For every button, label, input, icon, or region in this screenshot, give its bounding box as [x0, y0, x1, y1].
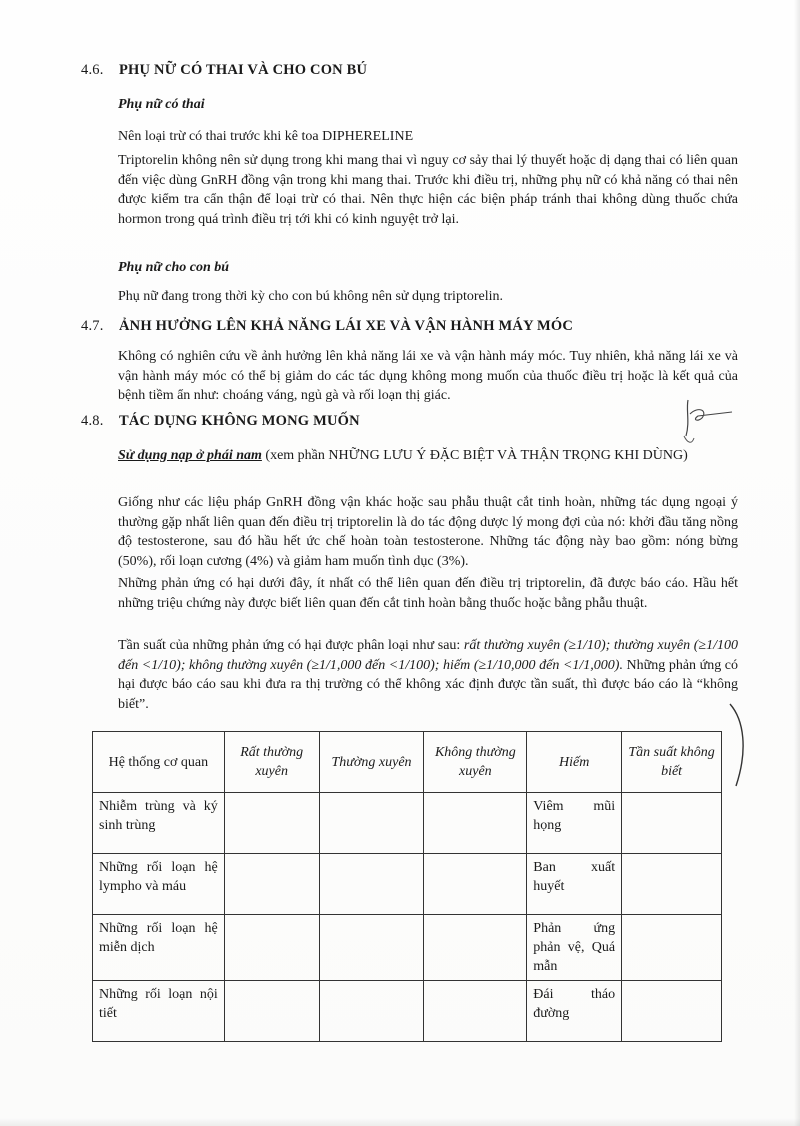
- table-cell: Những rối loạn hệ lympho và máu: [93, 854, 225, 915]
- table-row: [93, 915, 722, 981]
- table-cell: [319, 981, 424, 1042]
- table-cell: [224, 981, 319, 1042]
- table-cell: [224, 793, 319, 854]
- section-heading-4-6: [81, 62, 367, 79]
- section-number: 4.6.: [81, 62, 104, 78]
- section-heading-4-8: [81, 413, 360, 430]
- subheading-breastfeeding: Phụ nữ cho con bú: [118, 260, 230, 275]
- frequency-definitions: rất thường xuyên (≥1/10); thường xuyên (≥1/100 đến <1/10); không thường xuyên (≥1/1,000 đến <1/100); hiếm (≥1/10,000 đến <1/1,000).: [118, 638, 738, 673]
- table-cell: [319, 915, 424, 981]
- table-cell: Phản ứng phản vệ, Quá mẫn: [527, 915, 622, 981]
- paragraph: Nên loại trừ có thai trước khi kê toa DIPHERELINE: [118, 129, 414, 144]
- page-edge-shadow: [794, 0, 800, 1126]
- table-cell: [622, 854, 722, 915]
- table-row: [93, 793, 722, 854]
- table-cell: Nhiễm trùng và ký sinh trùng: [93, 793, 225, 854]
- column-header: Thường xuyên: [319, 732, 424, 793]
- table-cell: [424, 915, 527, 981]
- section-number: 4.7.: [81, 318, 104, 334]
- column-header: Không thường xuyên: [424, 732, 527, 793]
- table-cell: Đái tháo đường: [527, 981, 622, 1042]
- paragraph: Không có nghiên cứu về ảnh hưởng lên khả năng lái xe và vận hành máy móc. Tuy nhiên, khả năng lái xe và vận hành máy móc có thể bị giảm do các tác dụng không mong muốn của thuốc điều trị hoặc là kết quả của bệnh tiềm ẩn như: choáng váng, ngủ gà và rối loạn thị giác.: [118, 349, 738, 403]
- table-cell: [622, 793, 722, 854]
- table-header-row: [93, 732, 722, 793]
- table-cell: Ban xuất huyết: [527, 854, 622, 915]
- page-bottom-shadow: [0, 1118, 800, 1126]
- column-header: Hệ thống cơ quan: [93, 732, 225, 793]
- table-cell: [622, 915, 722, 981]
- table-row: [93, 981, 722, 1042]
- table-cell: [424, 854, 527, 915]
- subheading-pregnant: Phụ nữ có thai: [118, 97, 205, 112]
- column-header: Hiếm: [527, 732, 622, 793]
- underlined-phrase: Sử dụng nạp ở phái nam: [118, 448, 262, 463]
- table-cell: [424, 981, 527, 1042]
- section-title: PHỤ NỮ CÓ THAI VÀ CHO CON BÚ: [119, 62, 368, 78]
- section-number: 4.8.: [81, 413, 104, 429]
- table-cell: [424, 793, 527, 854]
- text-span: Tần suất của những phản ứng có hại được phân loại như sau:: [118, 638, 464, 653]
- table-cell: Những rối loạn nội tiết: [93, 981, 225, 1042]
- table-cell: [224, 854, 319, 915]
- table-cell: [319, 854, 424, 915]
- paragraph: Những phản ứng có hại dưới đây, ít nhất có thể liên quan đến điều trị triptorelin, đã được báo cáo. Hầu hết những triệu chứng này được biết liên quan đến cắt tinh hoàn bằng thuốc hoặc bằng phẫu thuật.: [118, 576, 738, 611]
- paragraph: [118, 636, 738, 714]
- table-cell: Viêm mũi họng: [527, 793, 622, 854]
- section-title: ẢNH HƯỞNG LÊN KHẢ NĂNG LÁI XE VÀ VẬN HÀNH MÁY MÓC: [119, 318, 574, 334]
- section-title: TÁC DỤNG KHÔNG MONG MUỐN: [119, 413, 360, 429]
- table-cell: [319, 793, 424, 854]
- text-span: Những phản ứng có hại được báo cáo sau khi đưa ra thị trường có thể không xác định được tần suất, thì được báo cáo là “không biết”.: [118, 657, 739, 712]
- table-cell: [224, 915, 319, 981]
- paragraph: Phụ nữ đang trong thời kỳ cho con bú không nên sử dụng triptorelin.: [118, 289, 503, 304]
- table-cell: [622, 981, 722, 1042]
- section-heading-4-7: [81, 318, 573, 335]
- text-span: (xem phần NHỮNG LƯU Ý ĐẶC BIỆT VÀ THẬN TRỌNG KHI DÙNG): [261, 448, 688, 463]
- table-row: [93, 854, 722, 915]
- table-cell: Những rối loạn hệ miễn dịch: [93, 915, 225, 981]
- paragraph: Giống như các liệu pháp GnRH đồng vận khác hoặc sau phẫu thuật cắt tinh hoàn, những tác dụng ngoại ý thường gặp nhất liên quan đến điều trị triptorelin là do tác động dược lý mong đợi của nó: khởi đầu tăng nồng độ testosterone, sau đó hầu hết ức chế hoàn toàn testosterone. Những tác động này bao gồm: nóng bừng (50%), rối loạn cương (4%) và giảm ham muốn tình dục (3%).: [118, 495, 738, 569]
- paragraph: Triptorelin không nên sử dụng trong khi mang thai vì nguy cơ sảy thai lý thuyết hoặc dị dạng thai có liên quan đến việc dùng GnRH đồng vận trong khi mang thai. Trước khi điều trị, những phụ nữ có khả năng có thai nên được kiểm tra cẩn thận để loại trừ có thai. Nên thực hiện các biện pháp tránh thai không dùng thuốc chứa hormon trong quá trình điều trị tới khi có kinh nguyệt trở lại.: [118, 153, 738, 227]
- adverse-effects-table: [92, 731, 722, 1042]
- column-header: Rất thường xuyên: [224, 732, 319, 793]
- column-header: Tần suất không biết: [622, 732, 722, 793]
- paragraph: [118, 446, 738, 466]
